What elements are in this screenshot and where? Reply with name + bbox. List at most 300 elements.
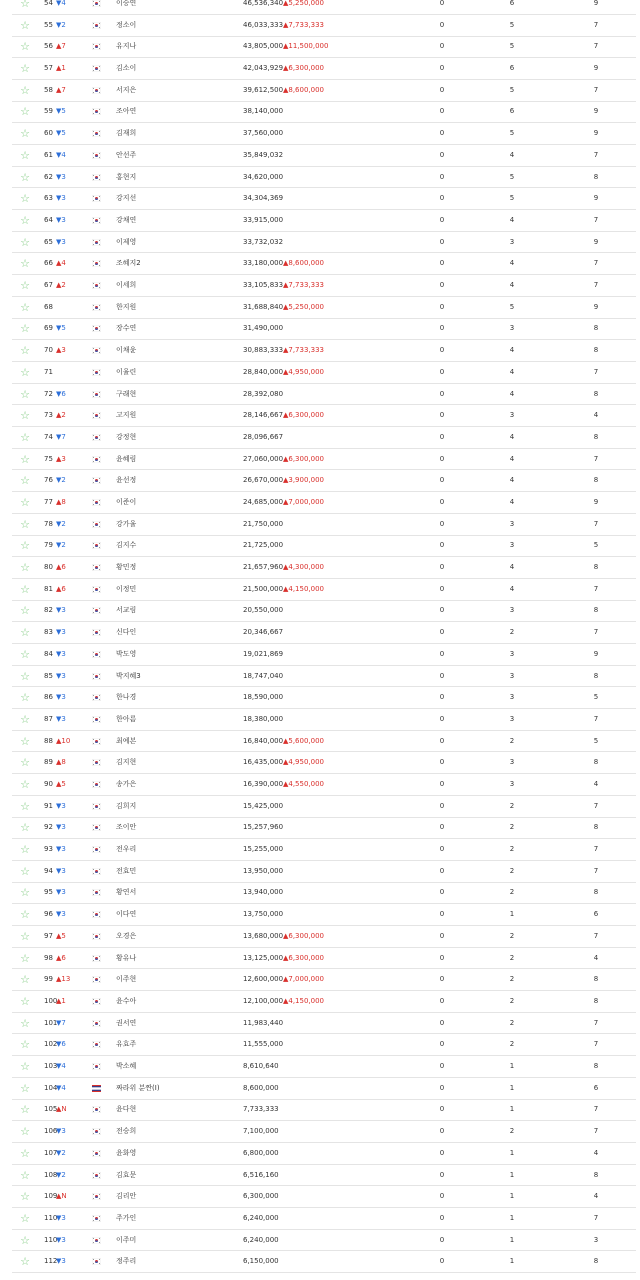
star-outline-icon[interactable]: ☆ bbox=[20, 1168, 30, 1182]
table-row[interactable] bbox=[12, 644, 636, 666]
star-outline-icon[interactable]: ☆ bbox=[20, 1060, 30, 1074]
table-row[interactable] bbox=[12, 1099, 636, 1121]
prize-amount-cell: 15,257,960 bbox=[243, 823, 284, 832]
rank-cell: 79 bbox=[44, 541, 53, 550]
top10-cell: 6 bbox=[509, 107, 515, 116]
player-name-link[interactable]: 전효민 bbox=[116, 866, 137, 875]
wins-cell: 0 bbox=[439, 519, 445, 528]
star-outline-icon[interactable]: ☆ bbox=[20, 235, 30, 249]
korea-flag-icon bbox=[92, 65, 101, 72]
player-name-link[interactable]: 윤수아 bbox=[116, 996, 137, 1005]
table-row[interactable] bbox=[12, 1230, 636, 1252]
table-row[interactable] bbox=[12, 1165, 636, 1187]
top10-cell: 2 bbox=[509, 953, 515, 962]
rank-change-cell: ▲3 bbox=[56, 346, 66, 355]
prize-amount-cell: 33,105,833 bbox=[243, 281, 284, 290]
table-row[interactable] bbox=[12, 752, 636, 774]
star-outline-icon[interactable]: ☆ bbox=[20, 213, 30, 227]
star-outline-icon[interactable]: ☆ bbox=[20, 1081, 30, 1095]
player-name-link[interactable]: 황연서 bbox=[116, 888, 137, 897]
table-row[interactable] bbox=[12, 622, 636, 644]
player-name-link[interactable]: 한나경 bbox=[116, 693, 137, 702]
events-cell: 6 bbox=[593, 910, 599, 919]
player-name-link[interactable]: 유효주 bbox=[116, 1040, 137, 1049]
table-row[interactable] bbox=[12, 232, 636, 254]
korea-flag-icon bbox=[92, 347, 101, 354]
korea-flag-icon bbox=[92, 933, 101, 940]
table-row[interactable] bbox=[12, 492, 636, 514]
player-name-link[interactable]: 이주현 bbox=[116, 975, 137, 984]
star-outline-icon[interactable]: ☆ bbox=[20, 1190, 30, 1204]
top10-cell: 3 bbox=[509, 541, 515, 550]
top10-cell: 2 bbox=[509, 996, 515, 1005]
wins-cell: 0 bbox=[439, 64, 445, 73]
player-name-link[interactable]: 박지혜3 bbox=[116, 671, 141, 680]
star-outline-icon[interactable]: ☆ bbox=[20, 1016, 30, 1030]
star-outline-icon[interactable]: ☆ bbox=[20, 452, 30, 466]
events-cell: 8 bbox=[593, 432, 599, 441]
table-row[interactable] bbox=[12, 275, 636, 297]
korea-flag-icon bbox=[92, 1258, 101, 1265]
korea-flag-icon bbox=[92, 586, 101, 593]
table-row[interactable] bbox=[12, 514, 636, 536]
star-outline-icon[interactable]: ☆ bbox=[20, 799, 30, 813]
prize-amount-cell: 28,392,080 bbox=[243, 389, 284, 398]
star-outline-icon[interactable]: ☆ bbox=[20, 40, 30, 54]
player-name-link[interactable]: 강정현 bbox=[116, 432, 137, 441]
korea-flag-icon bbox=[92, 1128, 101, 1135]
player-name-link[interactable]: 한아름 bbox=[116, 714, 137, 723]
player-name-link[interactable]: 이다연 bbox=[116, 910, 137, 919]
table-row[interactable] bbox=[12, 796, 636, 818]
table-row[interactable] bbox=[12, 405, 636, 427]
top10-cell: 4 bbox=[509, 584, 515, 593]
rank-change-cell: ▼2 bbox=[56, 541, 66, 550]
wins-cell: 0 bbox=[439, 497, 445, 506]
star-outline-icon[interactable]: ☆ bbox=[20, 83, 30, 97]
korea-flag-icon bbox=[92, 803, 101, 810]
top10-cell: 5 bbox=[509, 172, 515, 181]
table-row[interactable] bbox=[12, 948, 636, 970]
wins-cell: 0 bbox=[439, 0, 445, 7]
events-cell: 9 bbox=[593, 302, 599, 311]
events-cell: 7 bbox=[593, 1040, 599, 1049]
star-outline-icon[interactable]: ☆ bbox=[20, 1125, 30, 1139]
player-name-link[interactable]: 강지선 bbox=[116, 194, 137, 203]
top10-cell: 3 bbox=[509, 714, 515, 723]
prize-amount-cell: 30,883,333 bbox=[243, 346, 284, 355]
player-name-link[interactable]: 김재희 bbox=[116, 129, 137, 138]
table-row[interactable] bbox=[12, 926, 636, 948]
rank-change-cell: ▼4 bbox=[56, 1062, 66, 1071]
table-row[interactable] bbox=[12, 210, 636, 232]
player-name-link[interactable]: 오경은 bbox=[116, 931, 137, 940]
player-name-link[interactable]: 윤다현 bbox=[116, 1105, 137, 1114]
table-row[interactable] bbox=[12, 297, 636, 319]
table-row[interactable] bbox=[12, 861, 636, 883]
star-outline-icon[interactable]: ☆ bbox=[20, 1233, 30, 1247]
star-outline-icon[interactable]: ☆ bbox=[20, 495, 30, 509]
table-row[interactable] bbox=[12, 1013, 636, 1035]
prize-amount-cell: 20,346,667 bbox=[243, 628, 284, 637]
rank-cell: 106 bbox=[44, 1127, 58, 1136]
player-name-link[interactable]: 고지원 bbox=[116, 411, 137, 420]
events-cell: 8 bbox=[593, 1062, 599, 1071]
star-outline-icon[interactable]: ☆ bbox=[20, 951, 30, 965]
table-row[interactable] bbox=[12, 774, 636, 796]
table-row[interactable] bbox=[12, 557, 636, 579]
player-name-link[interactable]: 정주리 bbox=[116, 1257, 137, 1266]
korea-flag-icon bbox=[92, 542, 101, 549]
rank-cell: 55 bbox=[44, 20, 53, 29]
events-cell: 8 bbox=[593, 671, 599, 680]
events-cell: 4 bbox=[593, 411, 599, 420]
rank-cell: 91 bbox=[44, 801, 53, 810]
star-outline-icon[interactable]: ☆ bbox=[20, 365, 30, 379]
rank-change-cell: ▼3 bbox=[56, 888, 66, 897]
table-row[interactable] bbox=[12, 1056, 636, 1078]
star-outline-icon[interactable]: ☆ bbox=[20, 908, 30, 922]
rank-change-cell: ▲2 bbox=[56, 281, 66, 290]
table-row[interactable] bbox=[12, 36, 636, 58]
player-name-link[interactable]: 안선주 bbox=[116, 150, 137, 159]
star-outline-icon[interactable]: ☆ bbox=[20, 1103, 30, 1117]
korea-flag-icon bbox=[92, 412, 101, 419]
player-name-link[interactable]: 조아연 bbox=[116, 107, 137, 116]
table-row[interactable] bbox=[12, 709, 636, 731]
star-outline-icon[interactable]: ☆ bbox=[20, 669, 30, 683]
player-name-link[interactable]: 김소이 bbox=[116, 64, 137, 73]
events-cell: 9 bbox=[593, 64, 599, 73]
star-outline-icon[interactable]: ☆ bbox=[20, 821, 30, 835]
rank-change-cell: ▼3 bbox=[56, 1257, 66, 1266]
table-row[interactable] bbox=[12, 384, 636, 406]
wins-cell: 0 bbox=[439, 910, 445, 919]
events-cell: 8 bbox=[593, 346, 599, 355]
prize-amount-cell: 13,750,000 bbox=[243, 910, 284, 919]
star-outline-icon[interactable]: ☆ bbox=[20, 409, 30, 423]
star-outline-icon[interactable]: ☆ bbox=[20, 170, 30, 184]
player-name-link[interactable]: 장수연 bbox=[116, 324, 137, 333]
events-cell: 8 bbox=[593, 888, 599, 897]
star-outline-icon[interactable]: ☆ bbox=[20, 843, 30, 857]
rank-change-cell: ▼3 bbox=[56, 823, 66, 832]
rank-change-cell: ▼5 bbox=[56, 324, 66, 333]
table-row[interactable] bbox=[12, 470, 636, 492]
table-row[interactable] bbox=[12, 101, 636, 123]
rank-cell: 77 bbox=[44, 497, 53, 506]
player-name-link[interactable]: 김지현 bbox=[116, 758, 137, 767]
star-outline-icon[interactable]: ☆ bbox=[20, 0, 30, 10]
wins-cell: 0 bbox=[439, 454, 445, 463]
rank-change-cell: ▲13 bbox=[56, 975, 71, 984]
rank-cell: 87 bbox=[44, 714, 53, 723]
player-name-link[interactable]: 조이안 bbox=[116, 823, 137, 832]
player-name-link[interactable]: 이율린 bbox=[116, 367, 137, 376]
table-row[interactable] bbox=[12, 687, 636, 709]
player-name-link[interactable]: 주가인 bbox=[116, 1213, 137, 1222]
player-name-link[interactable]: 한지원 bbox=[116, 302, 137, 311]
top10-cell: 3 bbox=[509, 671, 515, 680]
wins-cell: 0 bbox=[439, 194, 445, 203]
star-outline-icon[interactable]: ☆ bbox=[20, 387, 30, 401]
table-row[interactable] bbox=[12, 427, 636, 449]
star-outline-icon[interactable]: ☆ bbox=[20, 973, 30, 987]
star-outline-icon[interactable]: ☆ bbox=[20, 886, 30, 900]
table-row[interactable] bbox=[12, 600, 636, 622]
wins-cell: 0 bbox=[439, 324, 445, 333]
wins-cell: 0 bbox=[439, 302, 445, 311]
star-outline-icon[interactable]: ☆ bbox=[20, 1211, 30, 1225]
korea-flag-icon bbox=[92, 174, 101, 181]
player-name-link[interactable]: 황유나 bbox=[116, 953, 137, 962]
player-name-link[interactable]: 황민정 bbox=[116, 563, 137, 572]
player-name-link[interactable]: 박소혜 bbox=[116, 1062, 137, 1071]
prize-amount-cell: 19,021,869 bbox=[243, 649, 284, 658]
korea-flag-icon bbox=[92, 1041, 101, 1048]
table-row[interactable] bbox=[12, 362, 636, 384]
table-row[interactable] bbox=[12, 1121, 636, 1143]
star-outline-icon[interactable]: ☆ bbox=[20, 864, 30, 878]
player-name-link[interactable]: 신다인 bbox=[116, 628, 137, 637]
rank-change-cell: ▲4 bbox=[56, 259, 66, 268]
rank-cell: 89 bbox=[44, 758, 53, 767]
rank-cell: 88 bbox=[44, 736, 53, 745]
events-cell: 7 bbox=[593, 281, 599, 290]
rank-cell: 70 bbox=[44, 346, 53, 355]
player-name-link[interactable]: 김지수 bbox=[116, 541, 137, 550]
player-name-link[interactable]: 김효문 bbox=[116, 1170, 137, 1179]
table-row[interactable] bbox=[12, 253, 636, 275]
rank-change-cell: ▲5 bbox=[56, 780, 66, 789]
player-name-link[interactable]: 김리안 bbox=[116, 1192, 137, 1201]
star-outline-icon[interactable]: ☆ bbox=[20, 1038, 30, 1052]
events-cell: 7 bbox=[593, 85, 599, 94]
rank-cell: 56 bbox=[44, 42, 53, 51]
prize-amount-cell: 37,560,000 bbox=[243, 129, 284, 138]
top10-cell: 2 bbox=[509, 1018, 515, 1027]
star-outline-icon[interactable]: ☆ bbox=[20, 127, 30, 141]
table-row[interactable] bbox=[12, 1078, 636, 1100]
events-cell: 7 bbox=[593, 931, 599, 940]
star-outline-icon[interactable]: ☆ bbox=[20, 300, 30, 314]
player-name-link[interactable]: 김희지 bbox=[116, 801, 137, 810]
rank-cell: 110 bbox=[44, 1213, 58, 1222]
korea-flag-icon bbox=[92, 781, 101, 788]
star-outline-icon[interactable]: ☆ bbox=[20, 712, 30, 726]
prize-increase-cell: ▲6,300,000 bbox=[283, 931, 325, 940]
star-outline-icon[interactable]: ☆ bbox=[20, 756, 30, 770]
prize-amount-cell: 46,536,340 bbox=[243, 0, 284, 7]
rank-cell: 94 bbox=[44, 866, 53, 875]
table-row[interactable] bbox=[12, 340, 636, 362]
prize-amount-cell: 28,840,000 bbox=[243, 367, 284, 376]
player-name-link[interactable]: 이세희 bbox=[116, 281, 137, 290]
star-outline-icon[interactable]: ☆ bbox=[20, 105, 30, 119]
table-row[interactable] bbox=[12, 15, 636, 37]
events-cell: 9 bbox=[593, 129, 599, 138]
star-outline-icon[interactable]: ☆ bbox=[20, 582, 30, 596]
korea-flag-icon bbox=[92, 1172, 101, 1179]
prize-increase-cell: ▲4,150,000 bbox=[283, 584, 325, 593]
top10-cell: 1 bbox=[509, 1235, 515, 1244]
wins-cell: 0 bbox=[439, 1192, 445, 1201]
top10-cell: 1 bbox=[509, 910, 515, 919]
table-row[interactable] bbox=[12, 1208, 636, 1230]
star-outline-icon[interactable]: ☆ bbox=[20, 561, 30, 575]
rank-change-cell: ▲7 bbox=[56, 85, 66, 94]
player-name-link[interactable]: 윤혜림 bbox=[116, 454, 137, 463]
rank-change-cell: ▼7 bbox=[56, 432, 66, 441]
star-outline-icon[interactable]: ☆ bbox=[20, 1146, 30, 1160]
player-name-link[interactable]: 이채윤 bbox=[116, 346, 137, 355]
player-name-link[interactable]: 송가은 bbox=[116, 780, 137, 789]
table-row[interactable] bbox=[12, 188, 636, 210]
table-row[interactable] bbox=[12, 817, 636, 839]
prize-amount-cell: 20,550,000 bbox=[243, 606, 284, 615]
korea-flag-icon bbox=[92, 239, 101, 246]
table-row[interactable] bbox=[12, 145, 636, 167]
star-outline-icon[interactable]: ☆ bbox=[20, 517, 30, 531]
rank-change-cell: ▼5 bbox=[56, 129, 66, 138]
table-row[interactable] bbox=[12, 0, 636, 15]
wins-cell: 0 bbox=[439, 931, 445, 940]
table-row[interactable] bbox=[12, 882, 636, 904]
korea-flag-icon bbox=[92, 998, 101, 1005]
prize-amount-cell: 24,685,000 bbox=[243, 497, 284, 506]
events-cell: 4 bbox=[593, 780, 599, 789]
player-name-link[interactable]: 이주미 bbox=[116, 1235, 137, 1244]
star-outline-icon[interactable]: ☆ bbox=[20, 322, 30, 336]
star-outline-icon[interactable]: ☆ bbox=[20, 62, 30, 76]
star-outline-icon[interactable]: ☆ bbox=[20, 18, 30, 32]
player-name-link[interactable]: 이준이 bbox=[116, 497, 137, 506]
star-outline-icon[interactable]: ☆ bbox=[20, 929, 30, 943]
wins-cell: 0 bbox=[439, 1257, 445, 1266]
rank-change-cell: ▼3 bbox=[56, 671, 66, 680]
table-row[interactable] bbox=[12, 579, 636, 601]
table-row[interactable] bbox=[12, 1034, 636, 1056]
table-row[interactable] bbox=[12, 991, 636, 1013]
player-name-link[interactable]: 짜라위 분짠(I) bbox=[116, 1083, 160, 1092]
player-name-link[interactable]: 윤선정 bbox=[116, 476, 137, 485]
top10-cell: 5 bbox=[509, 302, 515, 311]
star-outline-icon[interactable]: ☆ bbox=[20, 192, 30, 206]
table-row[interactable] bbox=[12, 123, 636, 145]
star-outline-icon[interactable]: ☆ bbox=[20, 647, 30, 661]
table-row[interactable] bbox=[12, 904, 636, 926]
top10-cell: 2 bbox=[509, 1040, 515, 1049]
korea-flag-icon bbox=[92, 43, 101, 50]
prize-amount-cell: 46,033,333 bbox=[243, 20, 284, 29]
star-outline-icon[interactable]: ☆ bbox=[20, 539, 30, 553]
events-cell: 9 bbox=[593, 107, 599, 116]
rank-cell: 57 bbox=[44, 64, 53, 73]
prize-increase-cell: ▲4,950,000 bbox=[283, 758, 325, 767]
table-row[interactable] bbox=[12, 969, 636, 991]
star-outline-icon[interactable]: ☆ bbox=[20, 604, 30, 618]
star-outline-icon[interactable]: ☆ bbox=[20, 148, 30, 162]
rank-cell: 74 bbox=[44, 432, 53, 441]
star-outline-icon[interactable]: ☆ bbox=[20, 344, 30, 358]
rank-cell: 64 bbox=[44, 215, 53, 224]
table-row[interactable] bbox=[12, 839, 636, 861]
rank-change-cell: ▼4 bbox=[56, 1083, 66, 1092]
korea-flag-icon bbox=[92, 1020, 101, 1027]
top10-cell: 4 bbox=[509, 476, 515, 485]
player-name-link[interactable]: 박도영 bbox=[116, 649, 137, 658]
player-name-link[interactable]: 윤화영 bbox=[116, 1148, 137, 1157]
rank-cell: 65 bbox=[44, 237, 53, 246]
table-row[interactable] bbox=[12, 318, 636, 340]
star-outline-icon[interactable]: ☆ bbox=[20, 626, 30, 640]
player-name-link[interactable]: 서교림 bbox=[116, 606, 137, 615]
star-outline-icon[interactable]: ☆ bbox=[20, 778, 30, 792]
player-name-link[interactable]: 홍현지 bbox=[116, 172, 137, 181]
player-name-link[interactable]: 권서연 bbox=[116, 1018, 137, 1027]
events-cell: 7 bbox=[593, 1127, 599, 1136]
table-row[interactable] bbox=[12, 666, 636, 688]
star-outline-icon[interactable]: ☆ bbox=[20, 994, 30, 1008]
star-outline-icon[interactable]: ☆ bbox=[20, 430, 30, 444]
player-name-link[interactable]: 구래현 bbox=[116, 389, 137, 398]
star-outline-icon[interactable]: ☆ bbox=[20, 734, 30, 748]
star-outline-icon[interactable]: ☆ bbox=[20, 1255, 30, 1269]
player-name-link[interactable]: 정소이 bbox=[116, 20, 137, 29]
star-outline-icon[interactable]: ☆ bbox=[20, 279, 30, 293]
player-name-link[interactable]: 최예본 bbox=[116, 736, 137, 745]
prize-amount-cell: 13,950,000 bbox=[243, 866, 284, 875]
table-row[interactable] bbox=[12, 1251, 636, 1273]
top10-cell: 4 bbox=[509, 389, 515, 398]
table-row[interactable] bbox=[12, 1186, 636, 1208]
rank-change-cell: ▼5 bbox=[56, 107, 66, 116]
top10-cell: 1 bbox=[509, 1192, 515, 1201]
rank-cell: 76 bbox=[44, 476, 53, 485]
table-row[interactable] bbox=[12, 449, 636, 471]
player-name-link[interactable]: 서지은 bbox=[116, 85, 137, 94]
prize-amount-cell: 42,043,929 bbox=[243, 64, 284, 73]
rank-cell: 63 bbox=[44, 194, 53, 203]
top10-cell: 3 bbox=[509, 780, 515, 789]
player-name-link[interactable]: 이제영 bbox=[116, 237, 137, 246]
table-row[interactable] bbox=[12, 731, 636, 753]
prize-increase-cell: ▲4,550,000 bbox=[283, 780, 325, 789]
rank-cell: 66 bbox=[44, 259, 53, 268]
table-row[interactable] bbox=[12, 58, 636, 80]
table-row[interactable] bbox=[12, 167, 636, 189]
table-row[interactable] bbox=[12, 80, 636, 102]
korea-flag-icon bbox=[92, 108, 101, 115]
player-name-link[interactable]: 전승희 bbox=[116, 1127, 137, 1136]
star-outline-icon[interactable]: ☆ bbox=[20, 691, 30, 705]
player-name-link[interactable]: 이정민 bbox=[116, 584, 137, 593]
table-row[interactable] bbox=[12, 1143, 636, 1165]
star-outline-icon[interactable]: ☆ bbox=[20, 474, 30, 488]
korea-flag-icon bbox=[92, 846, 101, 853]
wins-cell: 0 bbox=[439, 237, 445, 246]
table-row[interactable] bbox=[12, 535, 636, 557]
player-name-link[interactable]: 유지나 bbox=[116, 42, 137, 51]
player-name-link[interactable]: 강채연 bbox=[116, 215, 137, 224]
star-outline-icon[interactable]: ☆ bbox=[20, 257, 30, 271]
player-name-link[interactable]: 강가율 bbox=[116, 519, 137, 528]
player-name-link[interactable]: 전우리 bbox=[116, 845, 137, 854]
player-name-link[interactable]: 이승연 bbox=[116, 0, 137, 7]
prize-increase-cell: ▲5,250,000 bbox=[283, 302, 325, 311]
player-name-link[interactable]: 조혜지2 bbox=[116, 259, 141, 268]
prize-amount-cell: 8,600,000 bbox=[243, 1083, 279, 1092]
